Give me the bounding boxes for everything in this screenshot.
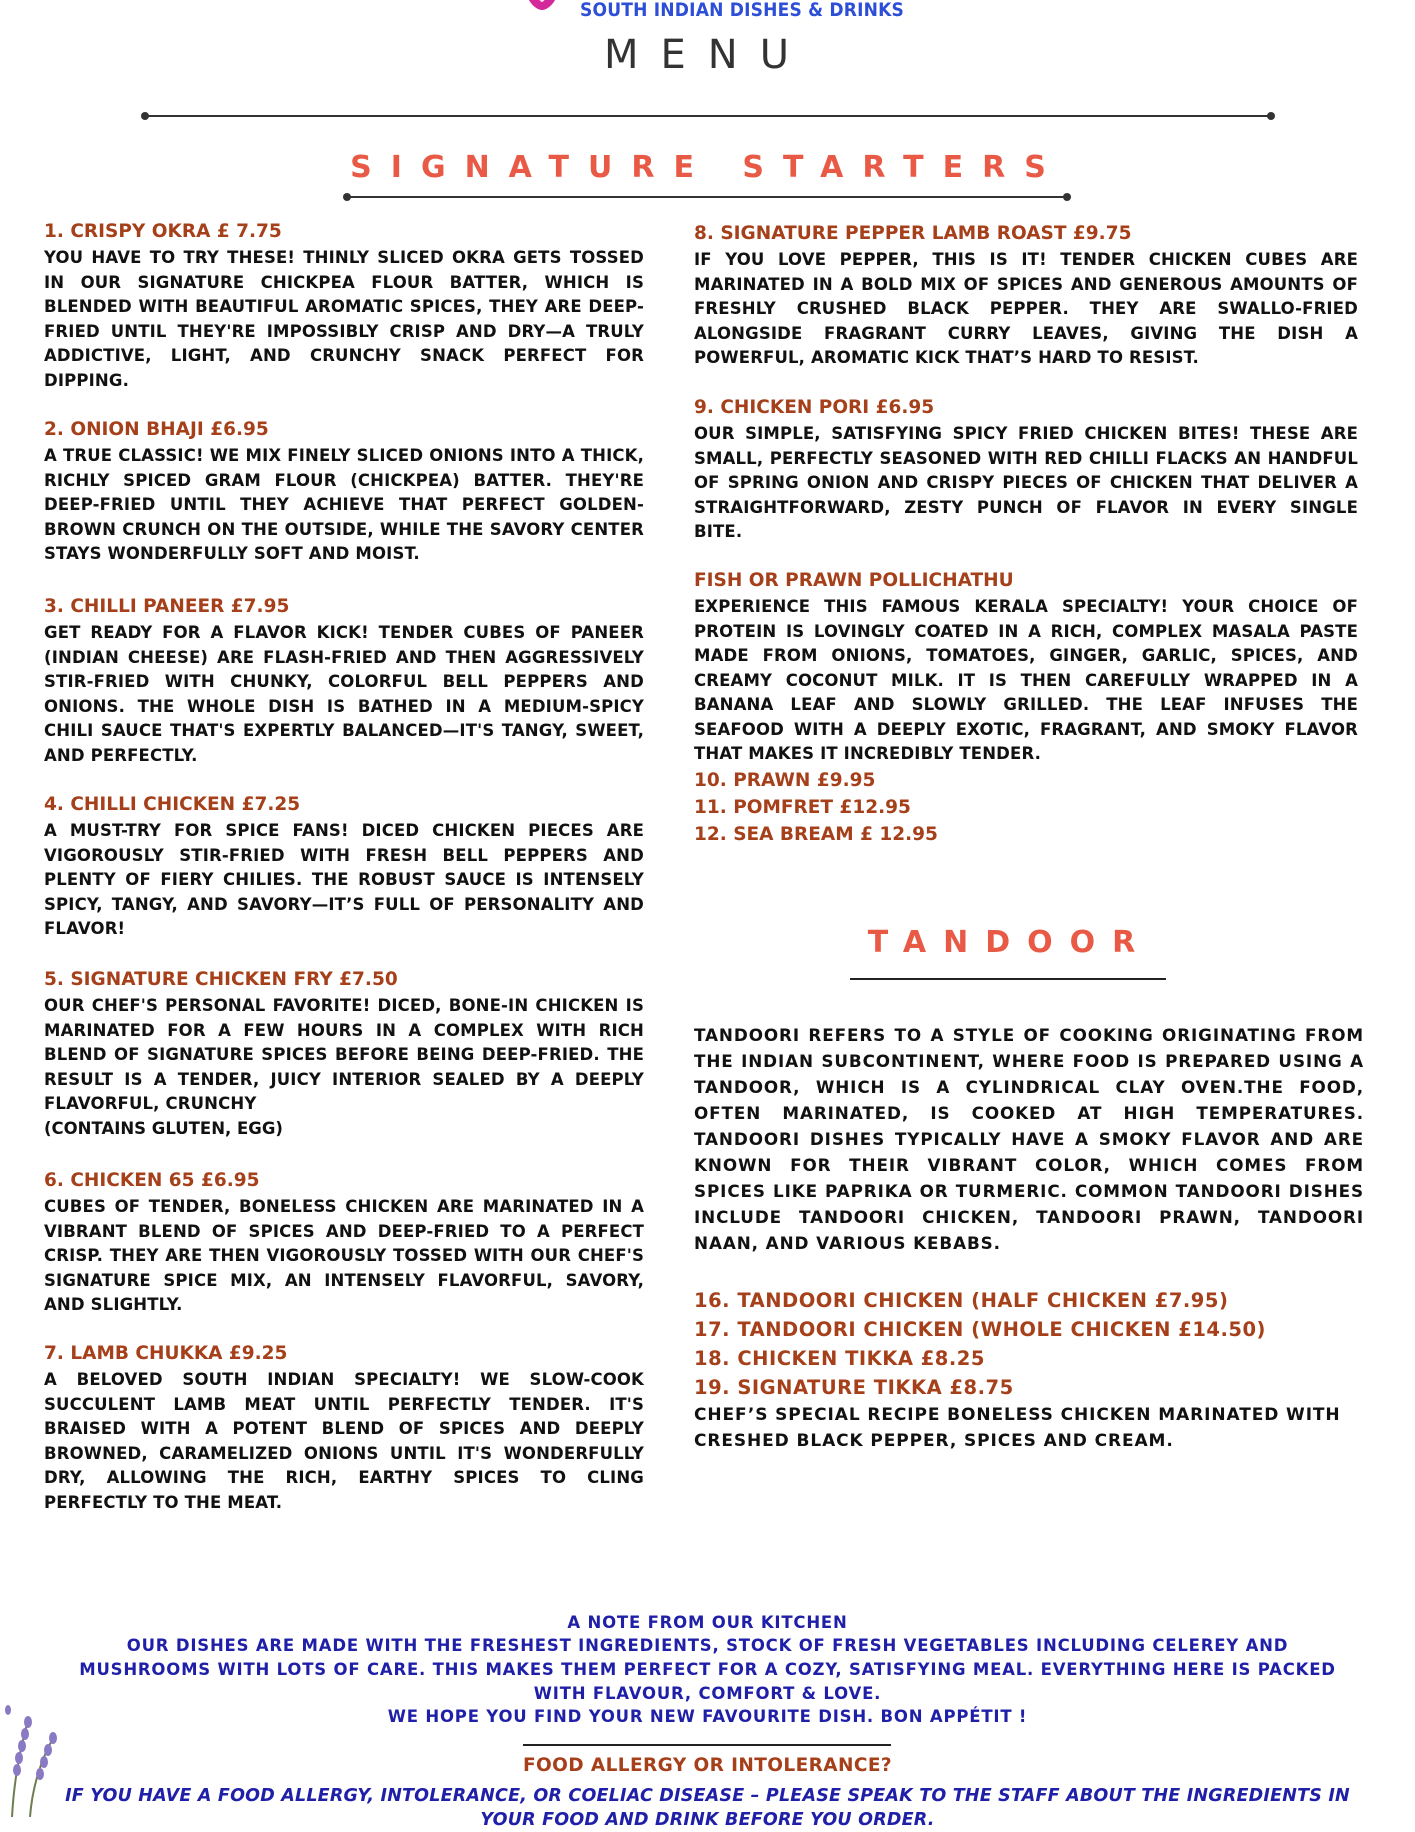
restaurant-subtitle: SOUTH INDIAN DISHES & DRINKS [580, 0, 905, 21]
tandoor-item: 16. TANDOORI CHICKEN (HALF CHICKEN £7.95) [694, 1289, 1229, 1312]
starters-right-column [694, 222, 1358, 848]
menu-option: 10. PRAWN £9.95 [694, 769, 876, 791]
tandoor-description: TANDOORI REFERS TO A STYLE OF COOKING ORIGINATING FROM THE INDIAN SUBCONTINENT, WHERE FOOD IS PREPARED USING A TANDOOR, WHICH IS A CYLINDRICAL CLAY OVEN.THE FOOD, OFTEN MARINATED, IS COOKED AT HIGH TEMPERATURES. TANDOORI DISHES TYPICALLY HAVE A SMOKY FLAVOR AND ARE KNOWN FOR THEIR VIBRANT COLOR, WHICH COMES FROM SPICES LIKE PAPRIKA OR TURMERIC. COMMON TANDOORI DISHES INCLUDE TANDOORI CHICKEN, TANDOORI PRAWN, TANDOORI NAAN, AND VARIOUS KEBABS. [694, 1025, 1364, 1253]
menu-option: 12. SEA BREAM £ 12.95 [694, 823, 938, 845]
lotus-icon [520, 0, 564, 18]
header-divider [145, 115, 1271, 117]
tandoor-section [694, 1022, 1364, 1454]
menu-item-desc: EXPERIENCE THIS FAMOUS KERALA SPECIALTY! YOUR CHOICE OF PROTEIN IS LOVINGLY COATED IN A RICH, COMPLEX MASALA PASTE MADE FROM ONIONS, TOMATOES, GINGER, GARLIC, SPICES, AND CREAMY COCONUT MILK. IT IS THEN CAREFULLY WRAPPED IN A BANANA LEAF AND SLOWLY GRILLED. THE LEAF INFUSES THE SEAFOOD WITH A DEEPLY EXOTIC, FRAGRANT, AND SMOKY FLAVOR THAT MAKES IT INCREDIBLY TENDER. [694, 597, 1358, 763]
menu-item [44, 793, 644, 968]
starters-left-column [44, 220, 644, 1515]
menu-item-desc: OUR CHEF'S PERSONAL FAVORITE! DICED, BONE-IN CHICKEN IS MARINATED FOR A FEW HOURS IN A COMPLEX WITH RICH BLEND OF SIGNATURE SPICES BEFORE BEING DEEP-FRIED. THE RESULT IS A TENDER, JUICY INTERIOR SEALED BY A DEEPLY FLAVORFUL, CRUNCHY [44, 996, 644, 1113]
menu-item [44, 1342, 644, 1515]
allergy-text: IF YOU HAVE A FOOD ALLERGY, INTOLERANCE, OR COELIAC DISEASE – PLEASE SPEAK TO THE STAFF ABOUT THE INGREDIENTS IN YOUR FOOD AND DRINK BEFORE YOU ORDER. [65, 1786, 1350, 1830]
menu-item [44, 1169, 644, 1342]
menu-item-title: 8. SIGNATURE PEPPER LAMB ROAST £9.75 [694, 223, 1132, 244]
section-title-starters: SIGNATURE STARTERS [350, 150, 1065, 185]
tandoor-special-desc: CHEF’S SPECIAL RECIPE BONELESS CHICKEN MARINATED WITH CRESHED BLACK PEPPER, SPICES AND CREAM. [694, 1405, 1341, 1451]
menu-item [694, 396, 1358, 569]
menu-item-title: 2. ONION BHAJI £6.95 [44, 419, 269, 440]
page-title: MENU [604, 32, 811, 78]
tandoor-item: 19. SIGNATURE TIKKA £8.75 [694, 1376, 1014, 1399]
menu-item-title: 9. CHICKEN PORI £6.95 [694, 397, 935, 418]
tandoor-item: 18. CHICKEN TIKKA £8.25 [694, 1347, 985, 1370]
tandoor-divider [850, 978, 1166, 980]
menu-item-title: FISH OR PRAWN POLLICHATHU [694, 570, 1014, 591]
menu-item [44, 418, 644, 595]
menu-item [694, 569, 1358, 767]
menu-item-title: 6. CHICKEN 65 £6.95 [44, 1170, 260, 1191]
footer-divider [523, 1744, 891, 1746]
lavender-decoration-icon [0, 1700, 70, 1817]
allergy-title: FOOD ALLERGY OR INTOLERANCE? [522, 1755, 893, 1776]
kitchen-note-signoff: WE HOPE YOU FIND YOUR NEW FAVOURITE DISH. BON APPÉTIT ! [387, 1707, 1028, 1726]
section-title-tandoor: TANDOOR [867, 925, 1153, 960]
menu-item-desc: A MUST-TRY FOR SPICE FANS! DICED CHICKEN PIECES ARE VIGOROUSLY STIR-FRIED WITH FRESH BELL PEPPERS AND PLENTY OF FIERY CHILIES. THE ROBUST SAUCE IS INTENSELY SPICY, TANGY, AND SAVORY—IT’S FULL OF PERSONALITY AND FLAVOR! [44, 821, 644, 938]
menu-item [44, 595, 644, 793]
menu-item-desc: A BELOVED SOUTH INDIAN SPECIALTY! WE SLOW-COOK SUCCULENT LAMB MEAT UNTIL PERFECTLY TENDER. IT'S BRAISED WITH A POTENT BLEND OF SPICES AND DEEPLY BROWNED, CARAMELIZED ONIONS UNTIL IT'S WONDERFULLY DRY, ALLOWING THE RICH, EARTHY SPICES TO CLING PERFECTLY TO THE MEAT. [44, 1370, 644, 1512]
menu-item-desc: A TRUE CLASSIC! WE MIX FINELY SLICED ONIONS INTO A THICK, RICHLY SPICED GRAM FLOUR (CHICKPEA) BATTER. THEY'RE DEEP-FRIED UNTIL THEY ACHIEVE THAT PERFECT GOLDEN-BROWN CRUNCH ON THE OUTSIDE, WHILE THE SAVORY CENTER STAYS WONDERFULLY SOFT AND MOIST. [44, 446, 644, 563]
menu-item-title: 3. CHILLI PANEER £7.95 [44, 596, 290, 617]
kitchen-note-text: OUR DISHES ARE MADE WITH THE FRESHEST INGREDIENTS, STOCK OF FRESH VEGETABLES INCLUDING CELEREY AND MUSHROOMS WITH LOTS OF CARE. THIS MAKES THEM PERFECT FOR A COZY, SATISFYING MEAL. EVERYTHING HERE IS PACKED WITH FLAVOUR, COMFORT & LOVE. [79, 1636, 1336, 1703]
menu-item-desc: YOU HAVE TO TRY THESE! THINLY SLICED OKRA GETS TOSSED IN OUR SIGNATURE CHICKPEA FLOUR BATTER, WHICH IS BLENDED WITH BEAUTIFUL AROMATIC SPICES, THEY ARE DEEP-FRIED UNTIL THEY'RE IMPOSSIBLY CRISP AND DRY—A TRULY ADDICTIVE, LIGHT, AND CRUNCHY SNACK PERFECT FOR DIPPING. [44, 248, 644, 390]
menu-item-desc: OUR SIMPLE, SATISFYING SPICY FRIED CHICKEN BITES! THESE ARE SMALL, PERFECTLY SEASONED WITH RED CHILLI FLACKS AN HANDFUL OF SPRING ONION AND CRISPY PIECES OF CHICKEN THAT DELIVER A STRAIGHTFORWARD, ZESTY PUNCH OF FLAVOR IN EVERY SINGLE BITE. [694, 424, 1358, 541]
menu-item-desc: CUBES OF TENDER, BONELESS CHICKEN ARE MARINATED IN A VIBRANT BLEND OF SPICES AND DEEP-FRIED TO A PERFECT CRISP. THEY ARE THEN VIGOROUSLY TOSSED WITH OUR CHEF'S SIGNATURE SPICE MIX, AN INTENSELY FLAVORFUL, SAVORY, AND SLIGHTLY. [44, 1197, 644, 1314]
menu-item [694, 222, 1358, 396]
allergen-note: (CONTAINS GLUTEN, EGG) [44, 1118, 283, 1138]
menu-item-desc: GET READY FOR A FLAVOR KICK! TENDER CUBES OF PANEER (INDIAN CHEESE) ARE FLASH-FRIED AND THEN AGGRESSIVELY STIR-FRIED WITH CHUNKY, COLORFUL BELL PEPPERS AND ONIONS. THE WHOLE DISH IS BATHED IN A MEDIUM-SPICY CHILI SAUCE THAT'S EXPERTLY BALANCED—IT'S TANGY, SWEET, AND PERFECTLY. [44, 623, 644, 765]
menu-item-desc: IF YOU LOVE PEPPER, THIS IS IT! TENDER CHICKEN CUBES ARE MARINATED IN A BOLD MIX OF SPICES AND GENEROUS AMOUNTS OF FRESHLY CRUSHED BLACK PEPPER. THEY ARE SWALLO-FRIED ALONGSIDE FRAGRANT CURRY LEAVES, GIVING THE DISH A POWERFUL, AROMATIC KICK THAT’S HARD TO RESIST. [694, 250, 1358, 367]
menu-item [44, 968, 644, 1169]
menu-item-title: 4. CHILLI CHICKEN £7.25 [44, 794, 301, 815]
menu-option: 11. POMFRET £12.95 [694, 796, 911, 818]
kitchen-note-title: A NOTE FROM OUR KITCHEN [567, 1613, 848, 1632]
tandoor-item: 17. TANDOORI CHICKEN (WHOLE CHICKEN £14.50) [694, 1318, 1266, 1341]
menu-item-title: 7. LAMB CHUKKA £9.25 [44, 1343, 288, 1364]
starters-divider [347, 196, 1067, 198]
menu-item-title: 5. SIGNATURE CHICKEN FRY £7.50 [44, 969, 398, 990]
menu-item [44, 220, 644, 418]
menu-item-title: 1. CRISPY OKRA £ 7.75 [44, 221, 282, 242]
